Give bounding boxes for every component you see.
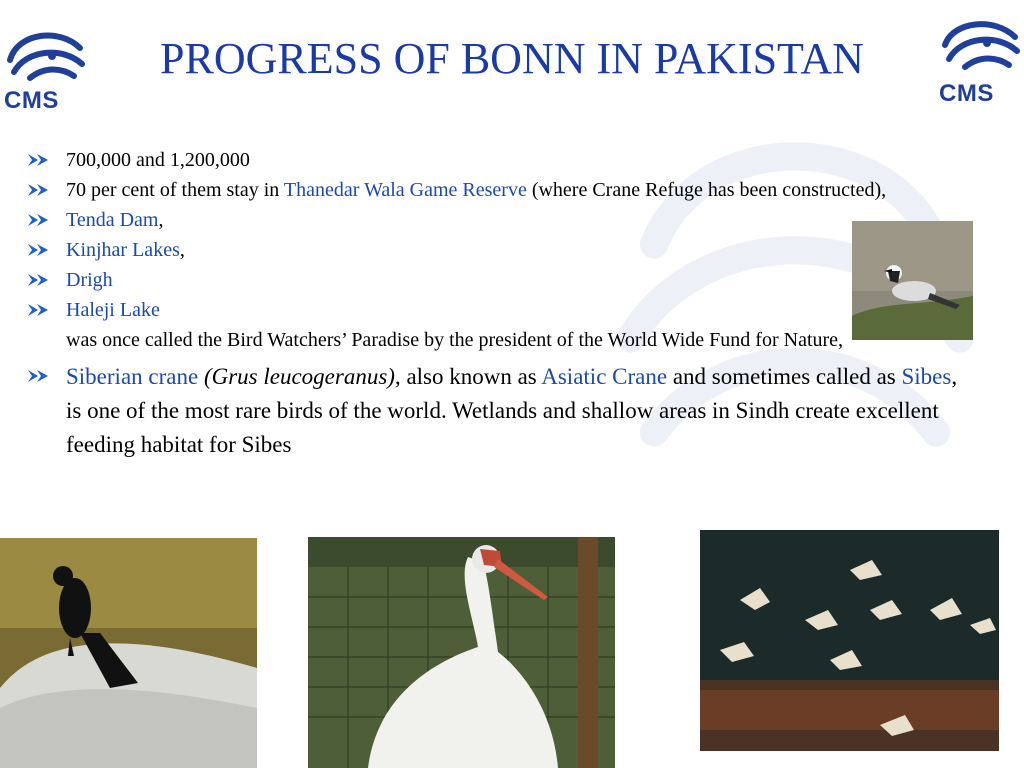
bullet-text: also known as xyxy=(400,364,542,389)
bullet-item-siberian-crane xyxy=(0,360,1024,462)
double-chevron-arrow-icon xyxy=(26,152,50,168)
link-tenda-dam[interactable]: Tenda Dam xyxy=(66,209,159,231)
link-haleji-lake[interactable]: Haleji Lake xyxy=(66,299,160,321)
slide-title: PROGRESS OF BONN IN PAKISTAN xyxy=(160,34,864,83)
double-chevron-arrow-icon xyxy=(26,302,50,318)
siberian-crane-photo xyxy=(308,537,615,768)
double-chevron-arrow-icon xyxy=(26,272,50,288)
cms-logo-text: CMS xyxy=(4,87,59,112)
link-sibes[interactable]: Sibes xyxy=(901,364,952,389)
bullet-text: and sometimes called as xyxy=(667,364,902,389)
link-kinjhar-lakes[interactable]: Kinjhar Lakes xyxy=(66,239,180,261)
bullet-text: 700,000 and 1,200,000 xyxy=(66,149,250,171)
bullet-text: , is one of the most rare birds of the world. Wetlands and shallow areas in Sindh create excellent feeding habitat for Sibes xyxy=(66,364,958,457)
link-siberian-crane[interactable]: Siberian crane xyxy=(66,364,199,389)
double-chevron-arrow-icon xyxy=(26,242,50,258)
comma: , xyxy=(158,209,164,231)
comma: , xyxy=(179,239,185,261)
bullet-text: 70 per cent of them stay in xyxy=(66,179,284,201)
latin-name: (Grus leucogeranus), xyxy=(203,364,401,389)
drongo-photo xyxy=(0,538,257,768)
double-chevron-arrow-icon xyxy=(26,182,50,198)
link-asiatic-crane[interactable]: Asiatic Crane xyxy=(541,364,668,389)
paragraph-text: was once called the Bird Watchers’ Paradise by the president of the World Wide Fund for Nature, xyxy=(66,329,844,351)
bullet-text: (where Crane Refuge has been constructed), xyxy=(526,179,887,201)
link-drigh[interactable]: Drigh xyxy=(66,269,113,291)
wagtail-photo xyxy=(852,221,973,340)
double-chevron-arrow-icon xyxy=(26,368,50,384)
bullet-item-population xyxy=(0,148,1024,172)
cms-logo-text: CMS xyxy=(939,80,994,107)
link-thanedar-wala[interactable]: Thanedar Wala Game Reserve xyxy=(283,179,527,201)
double-chevron-arrow-icon xyxy=(26,212,50,228)
bullet-item-thanedar xyxy=(0,178,1006,202)
flying-flock-photo xyxy=(700,530,999,751)
